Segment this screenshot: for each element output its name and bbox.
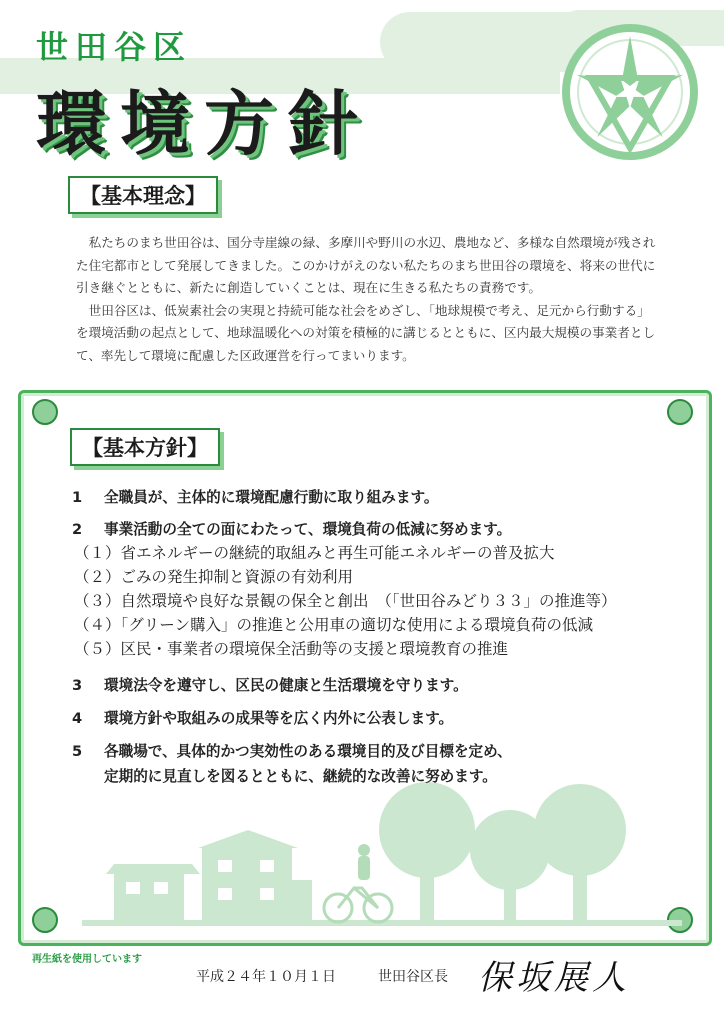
- philosophy-text: [76, 232, 662, 367]
- town-illustration: [22, 770, 702, 935]
- corner-dot: [667, 399, 693, 425]
- policy-text: 環境法令を遵守し、区民の健康と生活環境を守ります。: [104, 677, 468, 694]
- philosophy-paragraph: 私たちのまち世田谷は、国分寺崖線の緑、多摩川や野川の水辺、農地など、多様な自然環境が残された住宅都市として発展してきました。このかけがえのない私たちのまち世田谷の環境を、将来の世代に引き継ぐとともに、新たに創造していくことは、現在に生きる私たちの責務です。: [76, 235, 656, 295]
- signer-title: 世田谷区長: [378, 969, 448, 985]
- ward-name: 世田谷区: [36, 28, 193, 66]
- sub-item: （５）区民・事業者の環境保全活動等の支援と環境教育の推進: [74, 640, 509, 658]
- philosophy-heading: 【基本理念】: [68, 176, 218, 214]
- ward-emblem-icon: [560, 22, 700, 162]
- policy-heading: 【基本方針】: [70, 428, 220, 466]
- policy-text-continued: 定期的に見直しを図るとともに、継続的な改善に努めます。: [104, 768, 497, 785]
- policy-number: 4: [72, 710, 83, 727]
- sub-item: （３）自然環境や良好な景観の保全と創出 （「世田谷みどり３３」の推進等）: [74, 592, 617, 610]
- policy-item: [72, 740, 512, 761]
- policy-item: [72, 674, 468, 695]
- policy-item: [72, 707, 453, 728]
- policy-text: 事業活動の全ての面にわたって、環境負荷の低減に努めます。: [104, 521, 512, 538]
- policy-item: [72, 486, 439, 507]
- policy-number: 3: [72, 677, 83, 694]
- issue-date: 平成２４年１０月１日: [196, 969, 336, 985]
- page-title: 環境方針: [36, 82, 372, 165]
- policy-text: 各職場で、具体的かつ実効性のある環境目的及び目標を定め、: [104, 743, 512, 760]
- corner-dot: [32, 399, 58, 425]
- policy-item: [72, 518, 511, 539]
- sub-item: （１）省エネルギーの継続的取組みと再生可能エネルギーの普及拡大: [74, 544, 555, 562]
- signature: 保坂展人: [478, 958, 630, 998]
- policy-number: 2: [72, 521, 83, 538]
- policy-text: 環境方針や取組みの成果等を広く内外に公表します。: [104, 710, 454, 727]
- policy-number: 5: [72, 743, 83, 760]
- sub-item: （４）「グリーン購入」の推進と公用車の適切な使用による環境負荷の低減: [74, 616, 593, 634]
- sub-item: （２）ごみの発生抑制と資源の有効利用: [74, 568, 354, 586]
- policy-text: 全職員が、主体的に環境配慮行動に取り組みます。: [104, 489, 439, 506]
- policy-number: 1: [72, 489, 83, 506]
- philosophy-paragraph: 世田谷区は、低炭素社会の実現と持続可能な社会をめざし、「地球規模で考え、足元から行動する」を環境活動の起点として、地球温暖化への対策を積極的に講じるとともに、区内最大規模の事業者として、率先して環境に配慮した区政運営を行ってまいります。: [76, 302, 656, 363]
- recycled-note: 再生紙を使用しています: [32, 954, 142, 965]
